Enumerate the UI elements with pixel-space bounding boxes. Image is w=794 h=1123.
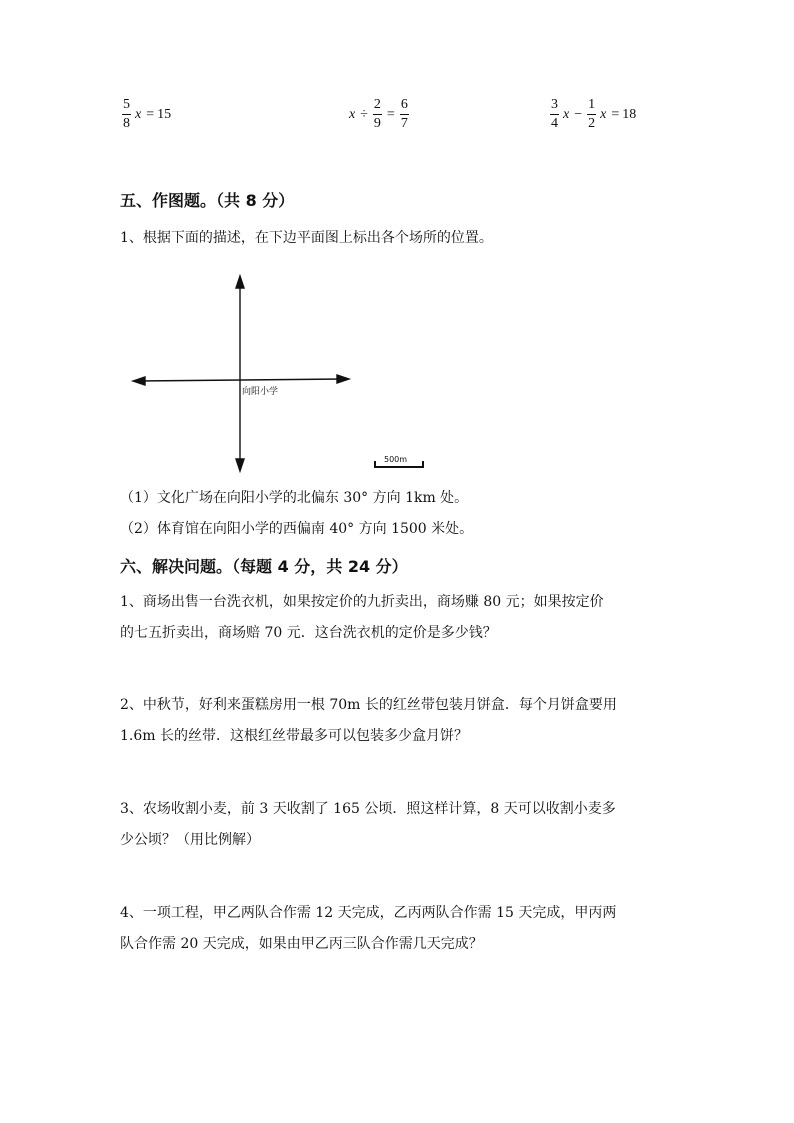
section-5-heading: 五、作图题。（共 8 分）	[120, 191, 295, 210]
equals-sign: =	[146, 106, 155, 122]
denominator: 8	[123, 116, 130, 131]
variable: x	[563, 106, 570, 122]
numerator: 5	[122, 98, 131, 115]
note-1: （1）文化广场在向阳小学的北偏东 30° 方向 1km 处。	[120, 490, 469, 506]
east-west-axis	[138, 379, 344, 381]
numerator: 2	[373, 98, 382, 115]
minus-sign: −	[574, 106, 583, 122]
note-2: （2）体育馆在向阳小学的西偏南 40° 方向 1500 米处。	[120, 521, 474, 537]
equals-sign: =	[611, 106, 620, 122]
numerator: 1	[587, 98, 596, 115]
numerator: 3	[550, 98, 559, 115]
denominator: 9	[373, 116, 381, 131]
scale-label: 500m	[384, 455, 408, 464]
question-6-4-line-2: 队合作需 20 天完成，如果由甲乙丙三队合作需几天完成？	[120, 936, 483, 952]
question-6-3-line-1: 3、农场收割小麦，前 3 天收割了 165 公顷．照这样计算，8 天可以收割小麦多	[120, 801, 616, 817]
numerator: 6	[400, 98, 409, 115]
question-6-4-line-1: 4、一项工程，甲乙两队合作需 12 天完成，乙丙两队合作需 15 天完成，甲丙两	[120, 905, 617, 921]
north-arrow-icon	[236, 276, 244, 288]
right-hand-side: 15	[157, 106, 172, 122]
right-hand-side: 18	[622, 106, 637, 122]
denominator: 2	[588, 116, 596, 131]
question-6-3-line-2: 少公顷？（用比例解）	[120, 832, 260, 848]
east-arrow-icon	[337, 375, 349, 383]
denominator: 4	[551, 116, 558, 131]
origin-label: 向阳小学	[242, 387, 279, 397]
divide-sign: ÷	[360, 106, 368, 122]
denominator: 7	[400, 116, 408, 131]
variable: x	[349, 106, 356, 122]
question-6-2-line-1: 2、中秋节，好利来蛋糕房用一根 70m 长的红丝带包装月饼盒．每个月饼盒要用	[120, 697, 617, 713]
section-6-heading: 六、解决问题。（每题 4 分，共 24 分）	[120, 557, 408, 576]
question-6-1-line-1: 1、商场出售一台洗衣机，如果按定价的九折卖出，商场赚 80 元；如果按定价	[120, 594, 604, 610]
question-5-1: 1、根据下面的描述，在下边平面图上标出各个场所的位置。	[120, 230, 493, 246]
variable: x	[135, 106, 142, 122]
question-6-1-line-2: 的七五折卖出，商场赔 70 元．这台洗衣机的定价是多少钱？	[120, 625, 497, 641]
equals-sign: =	[386, 106, 395, 122]
variable: x	[600, 106, 607, 122]
west-arrow-icon	[133, 377, 145, 385]
south-arrow-icon	[236, 459, 244, 471]
question-6-2-line-2: 1.6m 长的丝带．这根红丝带最多可以包装多少盒月饼？	[120, 728, 468, 744]
